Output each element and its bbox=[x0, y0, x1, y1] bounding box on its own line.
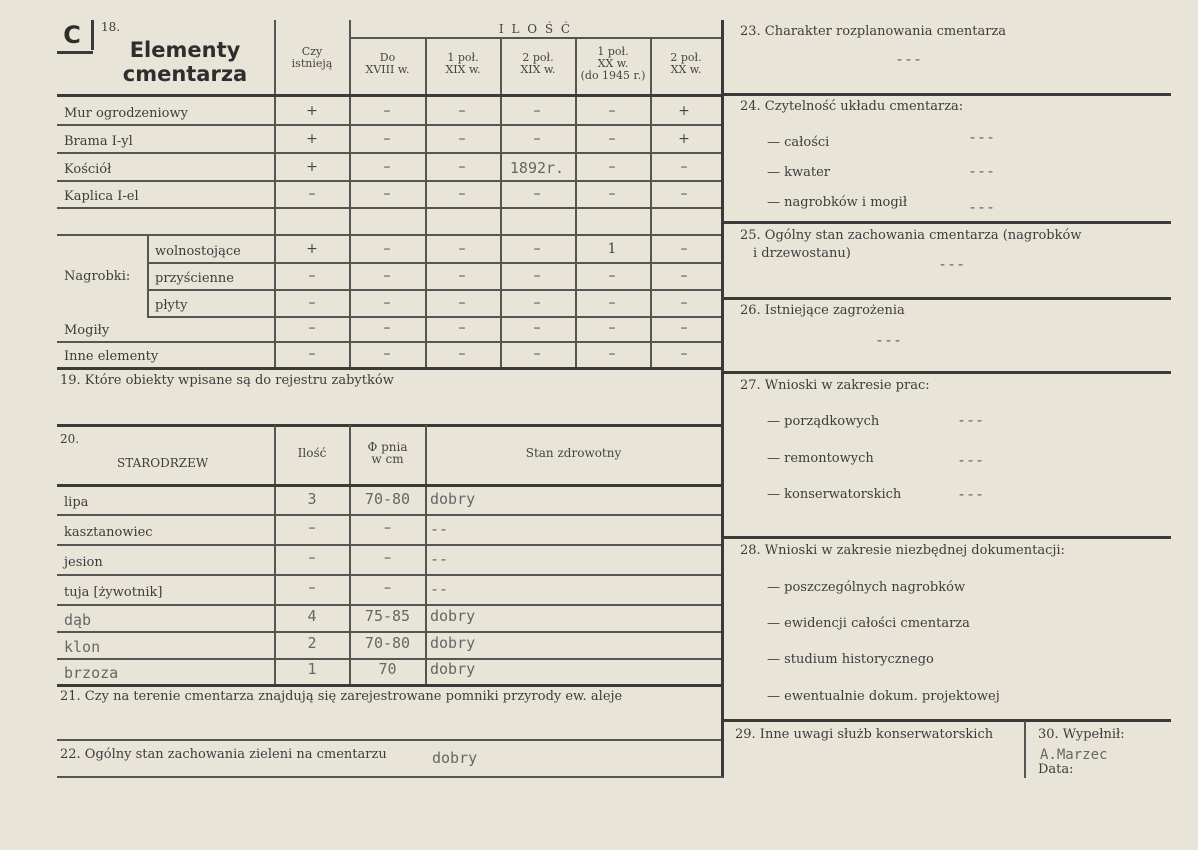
tree-row-line bbox=[57, 514, 721, 516]
section-22-bottom bbox=[57, 776, 723, 778]
section-25-bottom bbox=[723, 297, 1171, 300]
element-cell: + bbox=[306, 131, 318, 147]
element-cell: + bbox=[306, 159, 318, 175]
s28-item-4: — ewentualnie dokum. projektowej bbox=[767, 689, 1000, 704]
element-cell: + bbox=[306, 241, 318, 257]
element-cell: – bbox=[608, 186, 616, 202]
element-cell: – bbox=[533, 295, 541, 311]
element-cell: – bbox=[383, 320, 391, 336]
tree-state: -- bbox=[430, 550, 449, 568]
s27-item-1-value: --- bbox=[957, 411, 985, 429]
element-cell: – bbox=[308, 320, 316, 336]
tree-state: -- bbox=[430, 580, 449, 598]
period-header-text: 1 poł. bbox=[447, 51, 479, 64]
tree-state: dobry bbox=[430, 660, 476, 678]
element-cell: – bbox=[458, 159, 466, 175]
grid-line bbox=[500, 38, 502, 367]
period-header-text: 2 poł. bbox=[522, 51, 554, 64]
element-cell: – bbox=[383, 131, 391, 147]
s28-item-1: — poszczególnych nagrobków bbox=[767, 580, 966, 595]
period-header-text: XIX w. bbox=[445, 63, 481, 76]
row-line bbox=[57, 152, 721, 154]
row-line bbox=[147, 262, 721, 264]
row-line bbox=[147, 289, 721, 291]
element-cell: – bbox=[458, 103, 466, 119]
element-cell: – bbox=[680, 241, 688, 257]
element-row-label: wolnostojące bbox=[155, 244, 241, 259]
section-23-label: 23. Charakter rozplanowania cmentarza bbox=[740, 24, 1007, 39]
tree-dia: 70 bbox=[378, 660, 397, 678]
tree-state: dobry bbox=[430, 634, 476, 652]
element-cell: 1892r. bbox=[509, 159, 565, 177]
element-cell: – bbox=[383, 159, 391, 175]
column-divider bbox=[721, 20, 724, 778]
tree-dia: 70-80 bbox=[364, 634, 411, 652]
period-header-text: XIX w. bbox=[520, 63, 556, 76]
filled-by-name: A.Marzec bbox=[1040, 747, 1108, 763]
tree-name: kasztanowiec bbox=[64, 525, 153, 540]
grid-line bbox=[650, 38, 652, 367]
period-header-4 bbox=[576, 46, 650, 82]
tree-name: dąb bbox=[64, 611, 92, 629]
tree-state: dobry bbox=[430, 607, 476, 625]
s27-item-1: — porządkowych bbox=[767, 414, 880, 429]
tree-state: dobry bbox=[430, 490, 476, 508]
grid-line bbox=[425, 38, 427, 367]
elements-bottom-line bbox=[57, 367, 721, 370]
trees-qty-header: Ilość bbox=[297, 446, 327, 460]
element-cell: + bbox=[678, 131, 690, 147]
section-28-label: 28. Wnioski w zakresie niezbędnej dokumentacji: bbox=[740, 543, 1065, 558]
element-row-label: Brama I-yl bbox=[64, 134, 133, 149]
element-cell: – bbox=[458, 241, 466, 257]
nagrobki-divider bbox=[147, 235, 149, 317]
element-cell: – bbox=[680, 186, 688, 202]
tree-dia: 75-85 bbox=[364, 607, 411, 625]
element-cell: – bbox=[458, 131, 466, 147]
s28-item-3: — studium historycznego bbox=[767, 652, 934, 667]
section-26-bottom bbox=[723, 371, 1171, 374]
element-cell: 1 bbox=[607, 241, 617, 257]
element-row-label: przyścienne bbox=[155, 271, 234, 286]
element-cell: – bbox=[383, 241, 391, 257]
section-number-18: 18. bbox=[101, 20, 121, 34]
section-19-bottom bbox=[57, 424, 723, 427]
tree-qty: – bbox=[308, 520, 316, 536]
section-22-value: dobry bbox=[432, 749, 478, 767]
section-29-label: 29. Inne uwagi służb konserwatorskich bbox=[735, 727, 994, 742]
tree-dia: – bbox=[384, 550, 391, 566]
period-header-text: Do bbox=[379, 51, 396, 64]
section-22-label: 22. Ogólny stan zachowania zieleni na cmentarzu bbox=[60, 747, 387, 762]
s27-item-3: — konserwatorskich bbox=[767, 487, 902, 502]
element-cell: + bbox=[678, 103, 690, 119]
section-27-bottom bbox=[723, 536, 1171, 539]
element-cell: – bbox=[533, 103, 541, 119]
tree-qty: 1 bbox=[307, 660, 317, 678]
element-cell: – bbox=[608, 131, 616, 147]
section-25-line-1: 25. Ogólny stan zachowania cmentarza (nagrobków bbox=[740, 228, 1082, 243]
trees-dia-header: Φ pnia w cm bbox=[367, 440, 408, 466]
element-cell: – bbox=[383, 346, 391, 362]
section-25-value: --- bbox=[938, 255, 966, 273]
element-cell: – bbox=[680, 159, 688, 175]
tree-row-line bbox=[57, 604, 721, 606]
tree-qty: – bbox=[308, 580, 316, 596]
grid-line bbox=[575, 38, 577, 367]
tree-row-line bbox=[57, 544, 721, 546]
czy-header: Czy istnieją bbox=[291, 45, 333, 70]
s24-item-1-value: --- bbox=[968, 128, 996, 146]
element-cell: – bbox=[383, 186, 391, 202]
section-26-label: 26. Istniejące zagrożenia bbox=[740, 303, 905, 318]
period-header-text: XX w. bbox=[670, 63, 702, 76]
element-row-label: Kościół bbox=[64, 162, 112, 177]
element-cell: – bbox=[533, 320, 541, 336]
tree-row-line bbox=[57, 631, 721, 633]
tree-dia: – bbox=[384, 580, 391, 596]
grid-line bbox=[425, 425, 427, 684]
section-24-label: 24. Czytelność układu cmentarza: bbox=[740, 99, 964, 114]
row-line bbox=[57, 341, 721, 343]
period-header-text: XVIII w. bbox=[365, 63, 410, 76]
element-cell: – bbox=[383, 103, 391, 119]
element-cell: – bbox=[680, 346, 688, 362]
row-line bbox=[57, 180, 721, 182]
element-cell: – bbox=[608, 268, 616, 284]
section-23-bottom bbox=[723, 93, 1171, 96]
element-cell: – bbox=[608, 320, 616, 336]
section-24-bottom bbox=[723, 221, 1171, 224]
element-row-label: Mur ogrodzeniowy bbox=[64, 106, 188, 121]
s28-item-2: — ewidencji całości cmentarza bbox=[767, 616, 970, 631]
trees-header-bottom bbox=[57, 484, 721, 487]
element-cell: – bbox=[608, 295, 616, 311]
section-28-bottom bbox=[723, 719, 1171, 722]
tree-qty: 2 bbox=[307, 634, 317, 652]
element-cell: – bbox=[308, 295, 316, 311]
element-cell: – bbox=[458, 186, 466, 202]
section-25-line-2: i drzewostanu) bbox=[753, 246, 851, 261]
element-cell: – bbox=[308, 346, 316, 362]
tree-qty: 3 bbox=[307, 490, 317, 508]
element-row-label: Kaplica I-el bbox=[64, 189, 139, 204]
tree-name: brzoza bbox=[64, 664, 119, 682]
element-row-label: Mogiły bbox=[64, 323, 110, 338]
tree-name: klon bbox=[64, 638, 101, 656]
section-30-label: 30. Wypełnił: bbox=[1038, 727, 1125, 742]
element-cell: – bbox=[680, 320, 688, 336]
element-cell: – bbox=[458, 346, 466, 362]
tree-dia: 70-80 bbox=[364, 490, 411, 508]
element-cell: + bbox=[306, 103, 318, 119]
nagrobki-label: Nagrobki: bbox=[64, 269, 131, 284]
elements-title bbox=[110, 38, 260, 86]
element-cell: – bbox=[308, 268, 316, 284]
s27-item-2: — remontowych bbox=[767, 451, 874, 466]
grid-line bbox=[274, 20, 276, 367]
section-21: 21. Czy na terenie cmentarza znajdują się zarejestrowane pomniki przyrody ew. aleje bbox=[60, 689, 623, 704]
element-cell: – bbox=[608, 159, 616, 175]
element-cell: – bbox=[458, 295, 466, 311]
element-cell: – bbox=[608, 346, 616, 362]
element-cell: – bbox=[533, 131, 541, 147]
tree-state: -- bbox=[430, 520, 449, 538]
element-cell: – bbox=[383, 268, 391, 284]
row-line bbox=[57, 234, 721, 236]
ilosc-header: I L O Ś Ć bbox=[498, 22, 573, 36]
title-line-1: Elementy bbox=[129, 38, 241, 62]
element-cell: – bbox=[458, 320, 466, 336]
element-cell: – bbox=[458, 268, 466, 284]
tree-row-line bbox=[57, 574, 721, 576]
section-20-number: 20. bbox=[60, 432, 80, 446]
row-line bbox=[147, 316, 721, 318]
section-23-value: --- bbox=[895, 50, 923, 68]
s29-s30-divider bbox=[1024, 721, 1026, 778]
header-bottom-line bbox=[57, 94, 721, 97]
grid-line bbox=[349, 37, 721, 39]
tree-name: jesion bbox=[64, 555, 103, 570]
section-19: 19. Które obiekty wpisane są do rejestru zabytków bbox=[60, 373, 394, 388]
period-header-3 bbox=[501, 52, 575, 76]
period-header-text: (do 1945 r.) bbox=[580, 69, 646, 82]
element-cell: – bbox=[308, 186, 316, 202]
period-header-2 bbox=[426, 52, 500, 76]
section-26-value: --- bbox=[875, 331, 903, 349]
code-divider bbox=[91, 20, 94, 50]
code-box: C bbox=[63, 21, 81, 49]
s24-item-1: — całości bbox=[767, 135, 830, 150]
element-cell: – bbox=[533, 346, 541, 362]
element-cell: – bbox=[383, 295, 391, 311]
s24-item-3: — nagrobków i mogił bbox=[767, 195, 908, 210]
element-cell: – bbox=[608, 103, 616, 119]
element-cell: – bbox=[680, 268, 688, 284]
s24-item-2-value: --- bbox=[968, 162, 996, 180]
tree-qty: – bbox=[308, 550, 316, 566]
trees-bottom-line bbox=[57, 684, 723, 687]
code-underline bbox=[57, 51, 93, 54]
period-header-text: 2 poł. bbox=[670, 51, 702, 64]
period-header-5 bbox=[651, 52, 721, 76]
period-header-text: 1 poł. bbox=[597, 45, 629, 58]
s27-item-3-value: --- bbox=[957, 485, 985, 503]
tree-name: tuja [żywotnik] bbox=[64, 585, 163, 600]
s24-item-3-value: --- bbox=[968, 198, 996, 216]
element-row-label: płyty bbox=[155, 298, 188, 313]
row-line bbox=[57, 124, 721, 126]
element-cell: – bbox=[533, 241, 541, 257]
date-label: Data: bbox=[1038, 762, 1074, 777]
section-27-label: 27. Wnioski w zakresie prac: bbox=[740, 378, 930, 393]
title-line-2: cmentarza bbox=[122, 62, 248, 86]
element-cell: – bbox=[680, 295, 688, 311]
section-21-bottom bbox=[57, 739, 721, 741]
element-row-label: Inne elementy bbox=[64, 349, 159, 364]
element-cell: – bbox=[533, 268, 541, 284]
period-header-1 bbox=[350, 52, 425, 76]
element-cell: – bbox=[533, 186, 541, 202]
trees-state-header: Stan zdrowotny bbox=[525, 446, 622, 460]
tree-qty: 4 bbox=[307, 607, 317, 625]
s24-item-2: — kwater bbox=[767, 165, 831, 180]
row-line bbox=[57, 207, 721, 209]
starodrzew-title: STARODRZEW bbox=[117, 456, 209, 470]
tree-name: lipa bbox=[64, 495, 89, 510]
s27-item-2-value: --- bbox=[957, 451, 985, 469]
period-header-text: XX w. bbox=[597, 57, 629, 70]
tree-dia: – bbox=[384, 520, 391, 536]
